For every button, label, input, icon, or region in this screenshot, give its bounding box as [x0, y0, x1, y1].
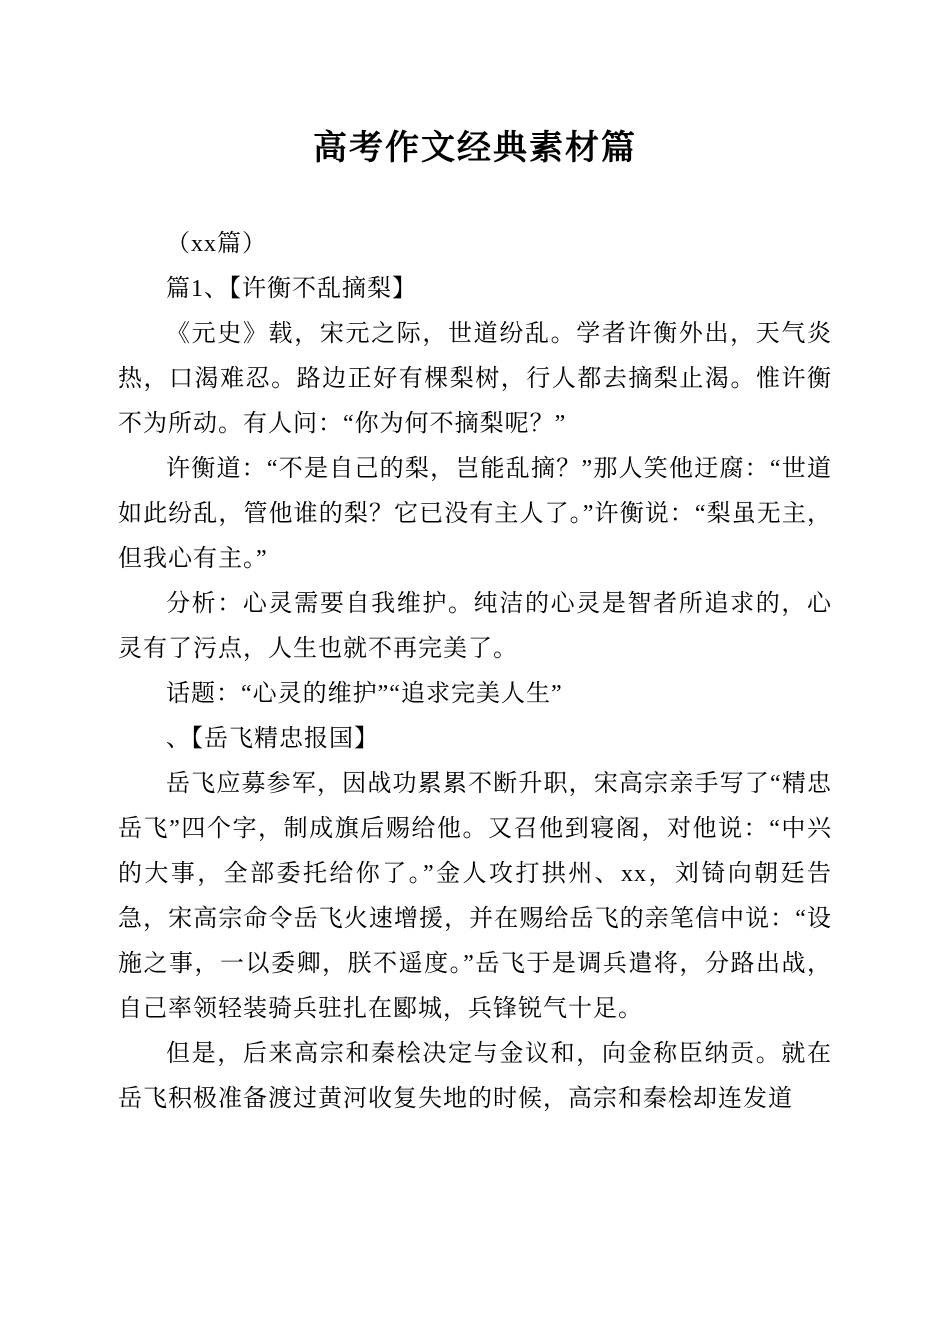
paragraph: 岳飞应募参军，因战功累累不断升职，宋高宗亲手写了“精忠岳飞”四个字，制成旗后赐给他。又召他到寝阁，对他说：“中兴的大事，全部委托给你了。”金人攻打拱州、xx，刘锜向朝廷告急，宋高宗命令岳飞火速增援，并在赐给岳飞的亲笔信中说：“设施之事，一以委卿，朕不遥度。”岳飞于是调兵遣将，分路出战，自己率领轻装骑兵驻扎在郾城，兵锋锐气十足。 — [118, 771, 832, 1022]
paragraph: （xx篇） — [166, 231, 267, 257]
paragraph: 但是，后来高宗和秦桧决定与金议和，向金称臣纳贡。就在岳飞积极准备渡过黄河收复失地的时候，高宗和秦桧却连发道 — [118, 1041, 832, 1112]
paragraph: 《元史》载，宋元之际，世道纷乱。学者许衡外出，天气炎热，口渴难忍。路边正好有棵梨树，行人都去摘梨止渴。惟许衡不为所动。有人问：“你为何不摘梨呢？” — [118, 321, 832, 437]
paragraph: 分析：心灵需要自我维护。纯洁的心灵是智者所追求的，心灵有了污点，人生也就不再完美了。 — [118, 591, 832, 662]
paragraph: 话题：“心灵的维护”“追求完美人生” — [166, 681, 563, 707]
document-title: 高考作文经典素材篇 — [313, 129, 637, 167]
paragraph: 许衡道：“不是自己的梨，岂能乱摘？”那人笑他迂腐：“世道如此纷乱，管他谁的梨？它已没有主人了。”许衡说：“梨虽无主，但我心有主。” — [118, 456, 832, 572]
paragraph: 篇1、【许衡不乱摘梨】 — [166, 276, 417, 302]
paragraph: 、【岳飞精忠报国】 — [166, 726, 379, 752]
